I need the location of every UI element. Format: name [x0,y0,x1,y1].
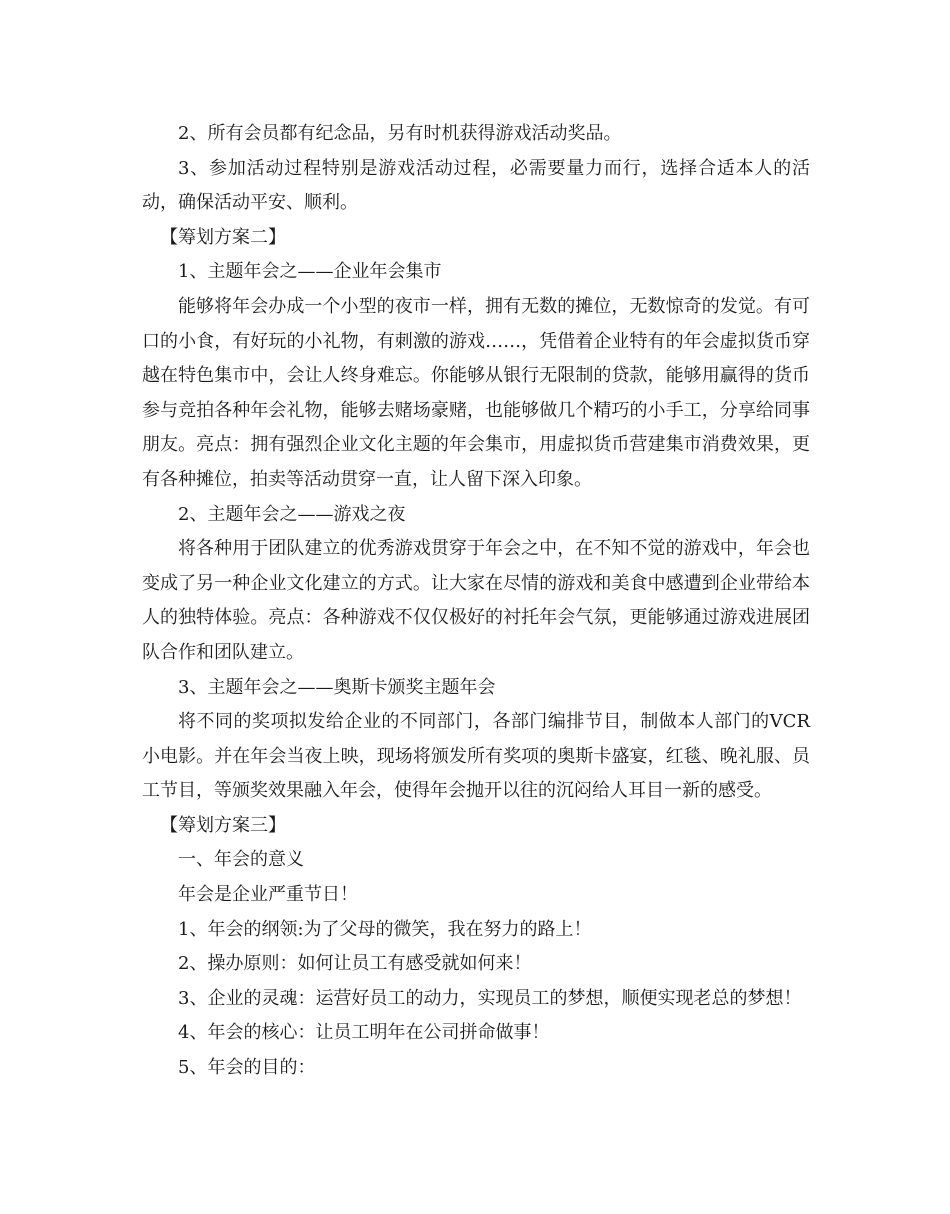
subheading: 一、年会的意义 [178,849,304,871]
paragraph: 将不同的奖项拟发给企业的不同部门，各部门编排节目，制做本人部门的VCR小电影。并在年会当夜上映，现场将颁发所有奖项的奥斯卡盛宴，红毯、晚礼服、员工节目，等颁奖效果融入年会，使得年会抛开以往的沉闷给人耳目一新的感受。 [142,711,810,802]
list-item: 4、年会的核心：让员工明年在公司拼命做事！ [178,1022,550,1044]
list-item: 2、操办原则：如何让员工有感受就如何来！ [178,953,532,975]
document-body [142,117,810,1086]
paragraph: 3、参加活动过程特别是游戏活动过程，必需要量力而行，选择合适本人的活动，确保活动平安、顺利。 [142,157,810,214]
paragraph: 能够将年会办成一个小型的夜市一样，拥有无数的摊位，无数惊奇的发觉。有可口的小食，有好玩的小礼物，有刺激的游戏……，凭借着企业特有的年会虚拟货币穿越在特色集市中，会让人终身难忘。你能够从银行无限制的贷款，能够用赢得的货币参与竞拍各种年会礼物，能够去赌场豪赌，也能够做几个精巧的小手工，分享给同事朋友。亮点：拥有强烈企业文化主题的年会集市，用虚拟货币营建集市消费效果，更有各种摊位，拍卖等活动贯穿一直，让人留下深入印象。 [142,295,810,490]
subheading: 2、主题年会之——游戏之夜 [178,503,406,525]
list-item: 5、年会的目的： [178,1057,316,1079]
section-heading: 【筹划方案三】 [160,814,286,836]
list-item: 1、年会的纲领:为了父母的微笑，我在努力的路上！ [178,918,592,940]
list-item: 3、企业的灵魂：运营好员工的动力，实现员工的梦想，顺便实现老总的梦想！ [178,987,802,1009]
subheading: 1、主题年会之——企业年会集市 [178,261,442,283]
section-heading: 【筹划方案二】 [160,226,286,248]
paragraph: 年会是企业严重节日！ [178,884,358,906]
subheading: 3、主题年会之——奥斯卡颁奖主题年会 [178,676,496,698]
paragraph: 将各种用于团队建立的优秀游戏贯穿于年会之中，在不知不觉的游戏中，年会也变成了另一种企业文化建立的方式。让大家在尽情的游戏和美食中感遭到企业带给本人的独特体验。亮点：各种游戏不仅仅极好的衬托年会气氛，更能够通过游戏进展团队合作和团队建立。 [142,538,810,663]
paragraph: 2、所有会员都有纪念品，另有时机获得游戏活动奖品。 [178,123,622,144]
